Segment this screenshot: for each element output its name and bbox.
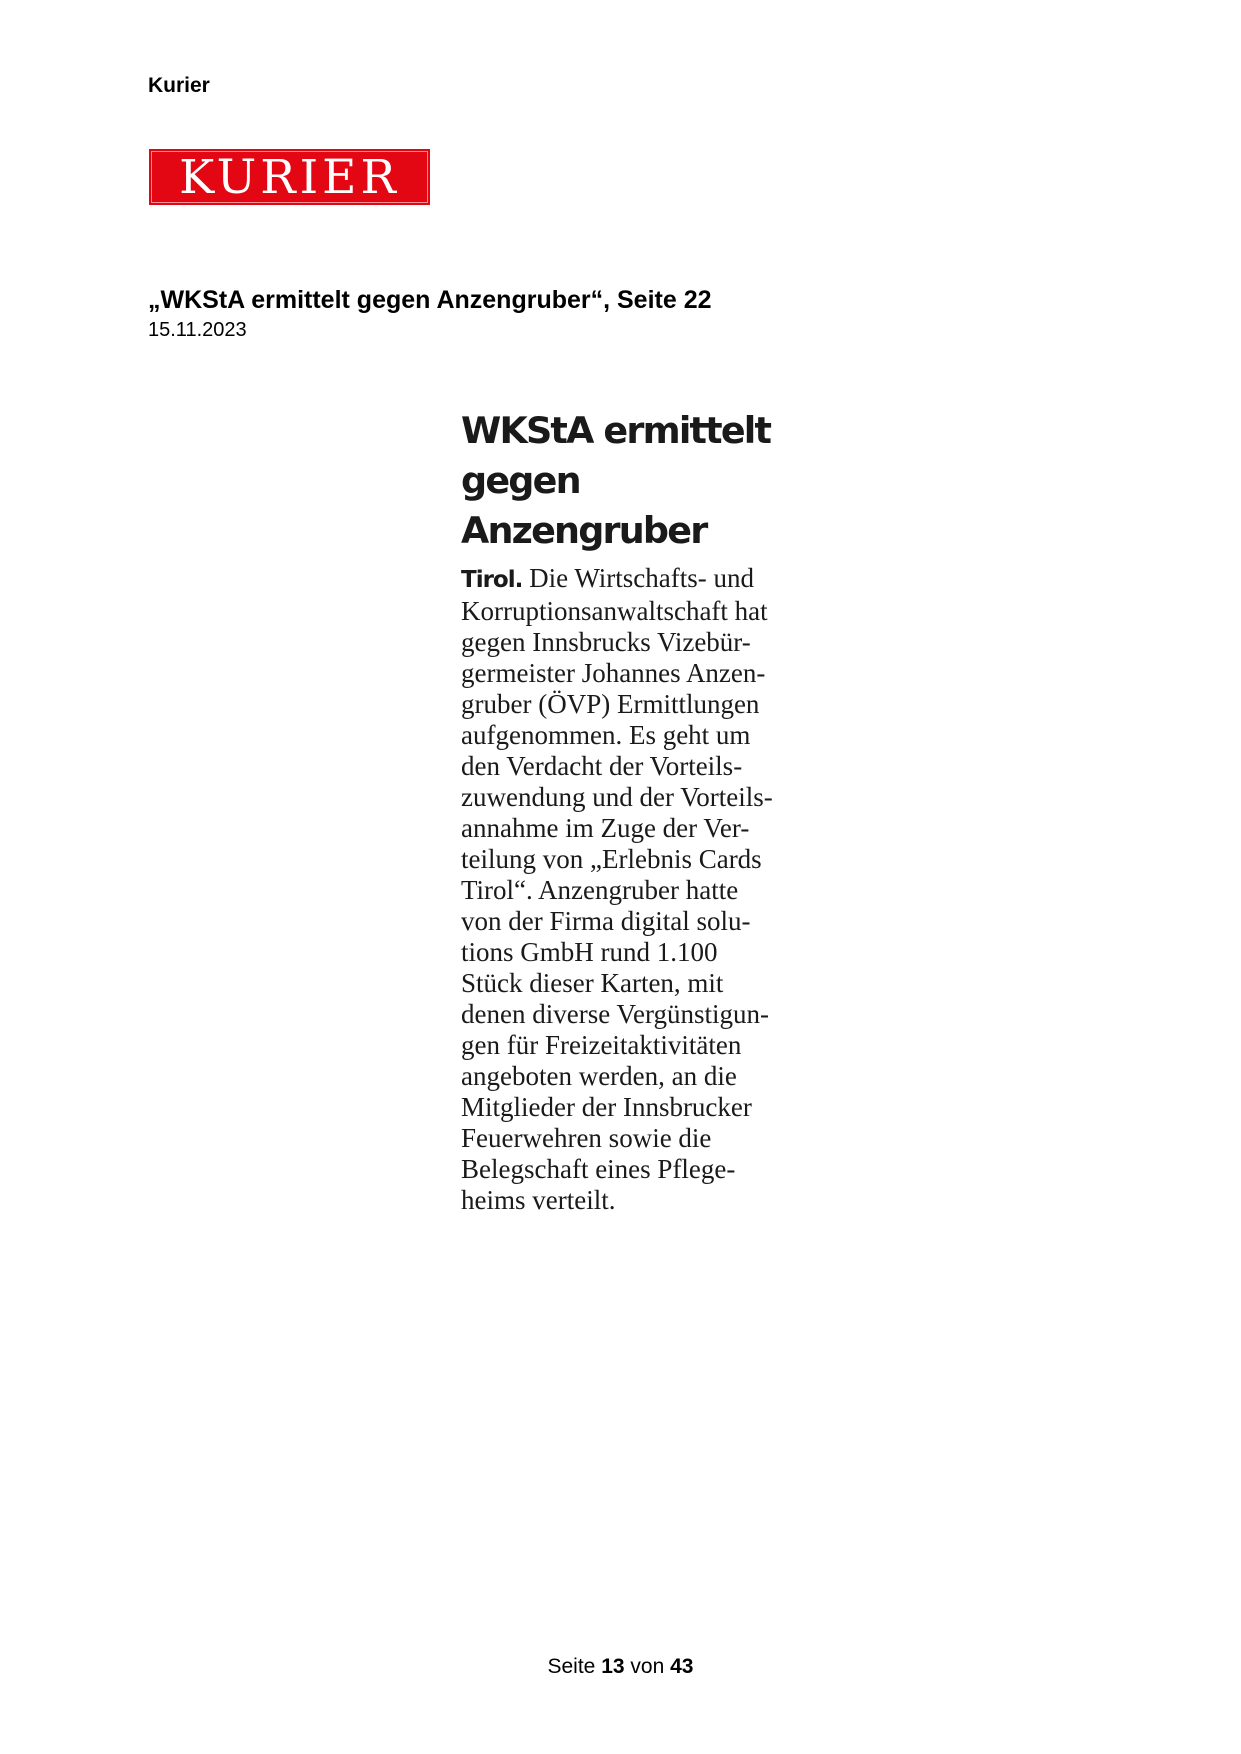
headline-line: gegen Anzengruber: [461, 459, 707, 552]
body-line: gruber (ÖVP) Ermittlungen: [461, 689, 760, 719]
source-name: Kurier: [148, 74, 210, 97]
body-line: zuwendung und der Vorteils-: [461, 782, 773, 812]
document-date: 15.11.2023: [148, 319, 247, 341]
body-line: teilung von „Erlebnis Cards: [461, 844, 762, 874]
article-clipping: [461, 406, 811, 1216]
body-line-first: [461, 563, 811, 596]
body-line: Korruptionsanwaltschaft hat: [461, 596, 768, 626]
article-headline: [461, 406, 811, 556]
body-line: annahme im Zuge der Ver-: [461, 813, 750, 843]
body-line: Stück dieser Karten, mit: [461, 968, 724, 998]
article-dateline: Tirol.: [461, 567, 523, 593]
footer-middle: von: [630, 1655, 665, 1678]
body-line: tions GmbH rund 1.100: [461, 937, 718, 967]
article-body: [461, 563, 811, 1216]
headline-line: WKStA ermittelt: [461, 409, 771, 452]
body-line: Feuerwehren sowie die: [461, 1123, 712, 1153]
page-footer: [0, 1655, 1241, 1679]
body-line: aufgenommen. Es geht um: [461, 720, 751, 750]
body-line: gen für Freizeitaktivitäten: [461, 1030, 742, 1060]
kurier-logo: KURIER: [149, 149, 430, 205]
body-line: Die Wirtschafts- und: [522, 563, 754, 593]
body-line: heims verteilt.: [461, 1185, 616, 1215]
body-line: Mitglieder der Innsbrucker: [461, 1092, 752, 1122]
body-line: germeister Johannes Anzen-: [461, 658, 766, 688]
total-page-count: 43: [670, 1655, 694, 1678]
body-line: angeboten werden, an die: [461, 1061, 737, 1091]
body-line: von der Firma digital solu-: [461, 906, 751, 936]
footer-prefix: Seite: [547, 1655, 596, 1678]
document-title: „WKStA ermittelt gegen Anzengruber“, Seite 22: [148, 286, 712, 314]
current-page-number: 13: [601, 1655, 625, 1678]
body-line: denen diverse Vergünstigun-: [461, 999, 769, 1029]
body-line: Belegschaft eines Pflege-: [461, 1154, 736, 1184]
body-line: Tirol“. Anzengruber hatte: [461, 875, 739, 905]
body-line: gegen Innsbrucks Vizebür-: [461, 627, 751, 657]
body-line: den Verdacht der Vorteils-: [461, 751, 743, 781]
